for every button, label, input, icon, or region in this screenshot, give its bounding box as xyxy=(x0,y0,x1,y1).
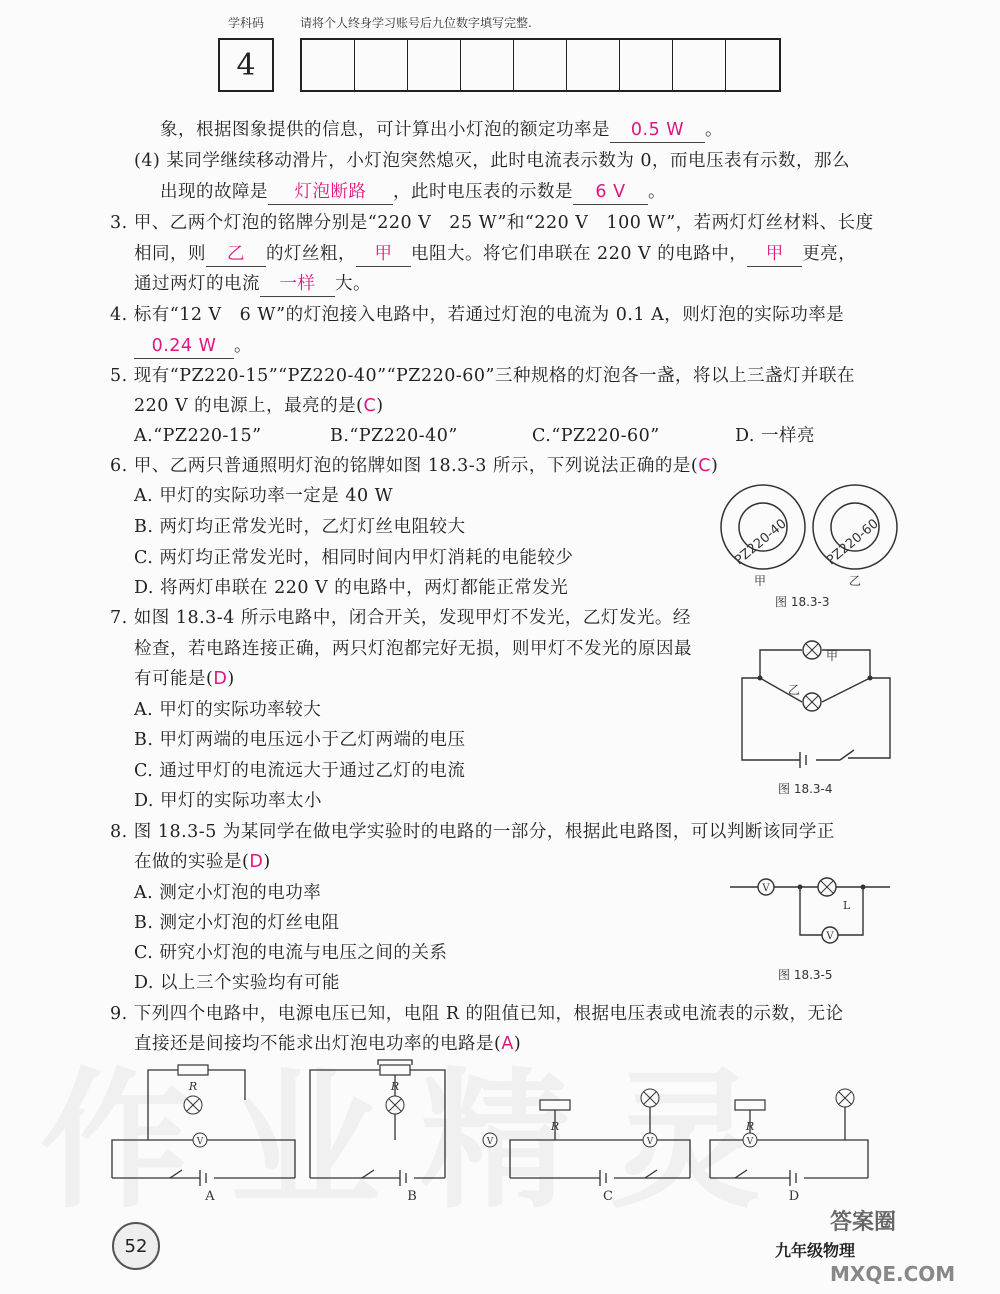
circuit-b-label: B xyxy=(407,1189,417,1204)
circuit-a xyxy=(112,1070,295,1186)
q8-line2 xyxy=(134,850,271,874)
resistor-label: R xyxy=(390,1080,400,1093)
text: 。 xyxy=(648,182,666,202)
lamp-yi xyxy=(803,693,821,711)
fig4-label-yi: 乙 xyxy=(788,683,801,697)
text: 的灯丝粗， xyxy=(266,244,356,264)
q4-line1: 4. 标有“12 V 6 W”的灯泡接入电路中，若通过灯泡的电流为 0.1 A，则灯泡的实际功率是 xyxy=(110,305,845,325)
text: 。 xyxy=(705,120,723,140)
text: 。 xyxy=(234,336,252,356)
voltmeter-b xyxy=(483,1133,497,1147)
meter-symbol: V xyxy=(762,883,770,894)
meter-symbol: V xyxy=(746,1137,754,1147)
meter-symbol: V xyxy=(826,931,834,942)
q9-line1: 9. 下列四个电路中，电源电压已知，电阻 R 的阻值已知，根据电压表或电流表的示数，无论 xyxy=(110,1004,844,1024)
account-digit-cell[interactable] xyxy=(567,40,620,90)
account-digit-cell[interactable] xyxy=(673,40,726,90)
text: 有可能是( xyxy=(134,669,214,689)
q8-line1: 8. 图 18.3-5 为某同学在做电学实验时的电路的一部分，根据此电路图，可以判断该同学正 xyxy=(110,822,835,842)
bulb-nameplate-yi xyxy=(813,485,897,569)
text: ) xyxy=(710,456,719,476)
circuit-a-label: A xyxy=(205,1189,215,1204)
q7-option-d: D. 甲灯的实际功率太小 xyxy=(134,791,323,811)
q6-option-d: D. 将两灯串联在 220 V 的电路中，两灯都能正常发光 xyxy=(134,578,569,598)
text: 6. 甲、乙两只普通照明灯泡的铭牌如图 18.3-3 所示，下列说法正确的是( xyxy=(110,456,699,476)
account-digit-cell[interactable] xyxy=(514,40,567,90)
resistor-d xyxy=(735,1100,765,1110)
fig-18-3-3 xyxy=(715,485,895,595)
answer: 6 V xyxy=(573,180,648,205)
meter-symbol: V xyxy=(646,1137,654,1147)
q5-option-c: C.“PZ220-60” xyxy=(532,426,660,446)
meter-symbol: V xyxy=(196,1137,204,1147)
account-digit-cell[interactable] xyxy=(302,40,355,90)
text: 象，根据图象提供的信息，可计算出小灯泡的额定功率是 xyxy=(160,120,610,140)
text: 在做的实验是( xyxy=(134,852,250,872)
q8-option-a: A. 测定小灯泡的电功率 xyxy=(134,883,322,903)
q7-option-b: B. 甲灯两端的电压远小于乙灯两端的电压 xyxy=(134,730,466,750)
subject-code-label: 学科码 xyxy=(228,16,265,30)
text: 220 V 的电源上，最亮的是( xyxy=(134,396,364,416)
q5-option-d: D. 一样亮 xyxy=(735,426,816,446)
lamp-b xyxy=(386,1096,404,1114)
fig4-caption: 图 18.3-4 xyxy=(778,782,833,796)
q9-circuits xyxy=(100,1060,880,1210)
text: 相同，则 xyxy=(134,244,206,264)
q3-line2 xyxy=(134,242,856,267)
lamp-L xyxy=(818,878,836,896)
circuit-c xyxy=(510,1100,690,1186)
q7-line1: 7. 如图 18.3-4 所示电路中，闭合开关，发现甲灯不发光，乙灯发光。经 xyxy=(110,608,691,628)
lamp-jia xyxy=(803,641,821,659)
fig4-label-jia: 甲 xyxy=(826,649,839,663)
q8-option-b: B. 测定小灯泡的灯丝电阻 xyxy=(134,913,340,933)
answer: 乙 xyxy=(206,242,266,267)
resistor-c xyxy=(540,1100,570,1110)
text-line: (4) 某同学继续移动滑片，小灯泡突然熄灭，此时电流表示数为 0，而电压表有示数，那么 xyxy=(134,151,851,171)
subject-code: 4 xyxy=(236,47,256,83)
bulb-rating-label: PZ220-60 xyxy=(823,516,882,569)
text: ，此时电压表的示数是 xyxy=(393,182,573,202)
lamp-L-label: L xyxy=(843,899,851,912)
circuit-b xyxy=(310,1060,445,1186)
q4-line2 xyxy=(134,334,252,359)
account-digit-cell[interactable] xyxy=(620,40,673,90)
q7-option-a: A. 甲灯的实际功率较大 xyxy=(134,700,322,720)
voltmeter xyxy=(822,927,838,943)
q7-line3 xyxy=(134,667,235,691)
q9-line2 xyxy=(134,1032,521,1056)
resistor-b xyxy=(380,1065,410,1075)
text: 电阻大。将它们串联在 220 V 的电路中， xyxy=(411,244,748,264)
q8-option-c: C. 研究小灯泡的电流与电压之间的关系 xyxy=(134,943,448,963)
fig3-caption: 图 18.3-3 xyxy=(775,595,830,609)
answer: 一样 xyxy=(260,272,335,297)
text-line xyxy=(160,118,723,143)
site-brand: 答案圈 xyxy=(830,1210,897,1235)
q3-line1: 3. 甲、乙两个灯泡的铭牌分别是“220 V 25 W”和“220 V 100 W”，若两灯灯丝材料、长度 xyxy=(110,213,874,233)
text: ) xyxy=(376,396,384,416)
resistor-a xyxy=(178,1065,208,1075)
answer: D xyxy=(249,852,264,872)
page-number-badge xyxy=(112,1222,160,1270)
bulb-nameplate-jia xyxy=(721,485,805,569)
account-digit-cell[interactable] xyxy=(726,40,779,90)
q6-option-b: B. 两灯均正常发光时，乙灯灯丝电阻较大 xyxy=(134,517,466,537)
q6-line1 xyxy=(110,454,718,478)
text: 通过两灯的电流 xyxy=(134,274,260,294)
account-digit-cell[interactable] xyxy=(461,40,514,90)
account-instruction: 请将个人终身学习账号后九位数字填写完整. xyxy=(300,16,532,30)
answer: 0.5 W xyxy=(610,118,705,143)
circuit-c-label: C xyxy=(603,1189,613,1204)
q5-option-a: A.“PZ220-15” xyxy=(134,426,262,446)
answer: 甲 xyxy=(747,242,802,267)
answer: 灯泡断路 xyxy=(268,180,393,205)
fig-18-3-5 xyxy=(730,875,895,965)
bulb-rating-label: PZ220-40 xyxy=(731,516,790,569)
account-digit-cell[interactable] xyxy=(408,40,461,90)
q7-option-c: C. 通过甲灯的电流远大于通过乙灯的电流 xyxy=(134,761,466,781)
resistor-label: R xyxy=(550,1120,560,1133)
answer: A xyxy=(501,1034,514,1054)
q8-option-d: D. 以上三个实验均有可能 xyxy=(134,973,341,993)
grade-label: 九年级物理 xyxy=(775,1241,856,1260)
q3-line3 xyxy=(134,272,371,297)
answer: 0.24 W xyxy=(134,334,234,359)
meter-symbol: V xyxy=(486,1137,494,1147)
answer: C xyxy=(363,396,377,416)
resistor-label: R xyxy=(188,1080,198,1093)
q5-line2 xyxy=(134,394,384,418)
circuit-d-label: D xyxy=(788,1189,800,1204)
text-line xyxy=(160,180,666,205)
text: 直接还是间接均不能求出灯泡电功率的电路是( xyxy=(134,1034,502,1054)
fig3-label-yi: 乙 xyxy=(848,574,862,588)
fig3-label-jia: 甲 xyxy=(753,574,767,588)
text: ) xyxy=(227,669,235,689)
ammeter xyxy=(758,879,774,895)
fig5-caption: 图 18.3-5 xyxy=(778,968,833,982)
account-number-grid[interactable] xyxy=(300,38,781,92)
text: 大。 xyxy=(335,274,371,294)
text: ) xyxy=(263,852,271,872)
q5-option-b: B.“PZ220-40” xyxy=(330,426,458,446)
text: 更亮， xyxy=(802,244,857,264)
page-number: 52 xyxy=(124,1235,148,1257)
lamp-d xyxy=(836,1089,854,1107)
q6-option-a: A. 甲灯的实际功率一定是 40 W xyxy=(134,486,394,506)
text: 出现的故障是 xyxy=(160,182,268,202)
subject-code-box xyxy=(218,38,274,92)
text: ) xyxy=(513,1034,522,1054)
lamp-a xyxy=(184,1096,202,1114)
voltmeter-d xyxy=(743,1133,757,1147)
lamp-c xyxy=(641,1089,659,1107)
circuit-d xyxy=(710,1100,868,1186)
q7-line2: 检查，若电路连接正确，两只灯泡都完好无损，则甲灯不发光的原因最 xyxy=(134,639,692,659)
voltmeter-a xyxy=(193,1133,207,1147)
account-digit-cell[interactable] xyxy=(355,40,408,90)
site-watermark: MXQE.COM xyxy=(830,1262,956,1286)
voltmeter-c xyxy=(643,1133,657,1147)
fig-18-3-4 xyxy=(740,640,900,780)
resistor-label: R xyxy=(745,1120,755,1133)
answer: C xyxy=(698,456,711,476)
answer: 甲 xyxy=(356,242,411,267)
q6-option-c: C. 两灯均正常发光时，相同时间内甲灯消耗的电能较少 xyxy=(134,548,574,568)
q5-line1: 5. 现有“PZ220-15”“PZ220-40”“PZ220-60”三种规格的灯泡各一盏，将以上三盏灯并联在 xyxy=(110,366,855,386)
answer: D xyxy=(213,669,228,689)
